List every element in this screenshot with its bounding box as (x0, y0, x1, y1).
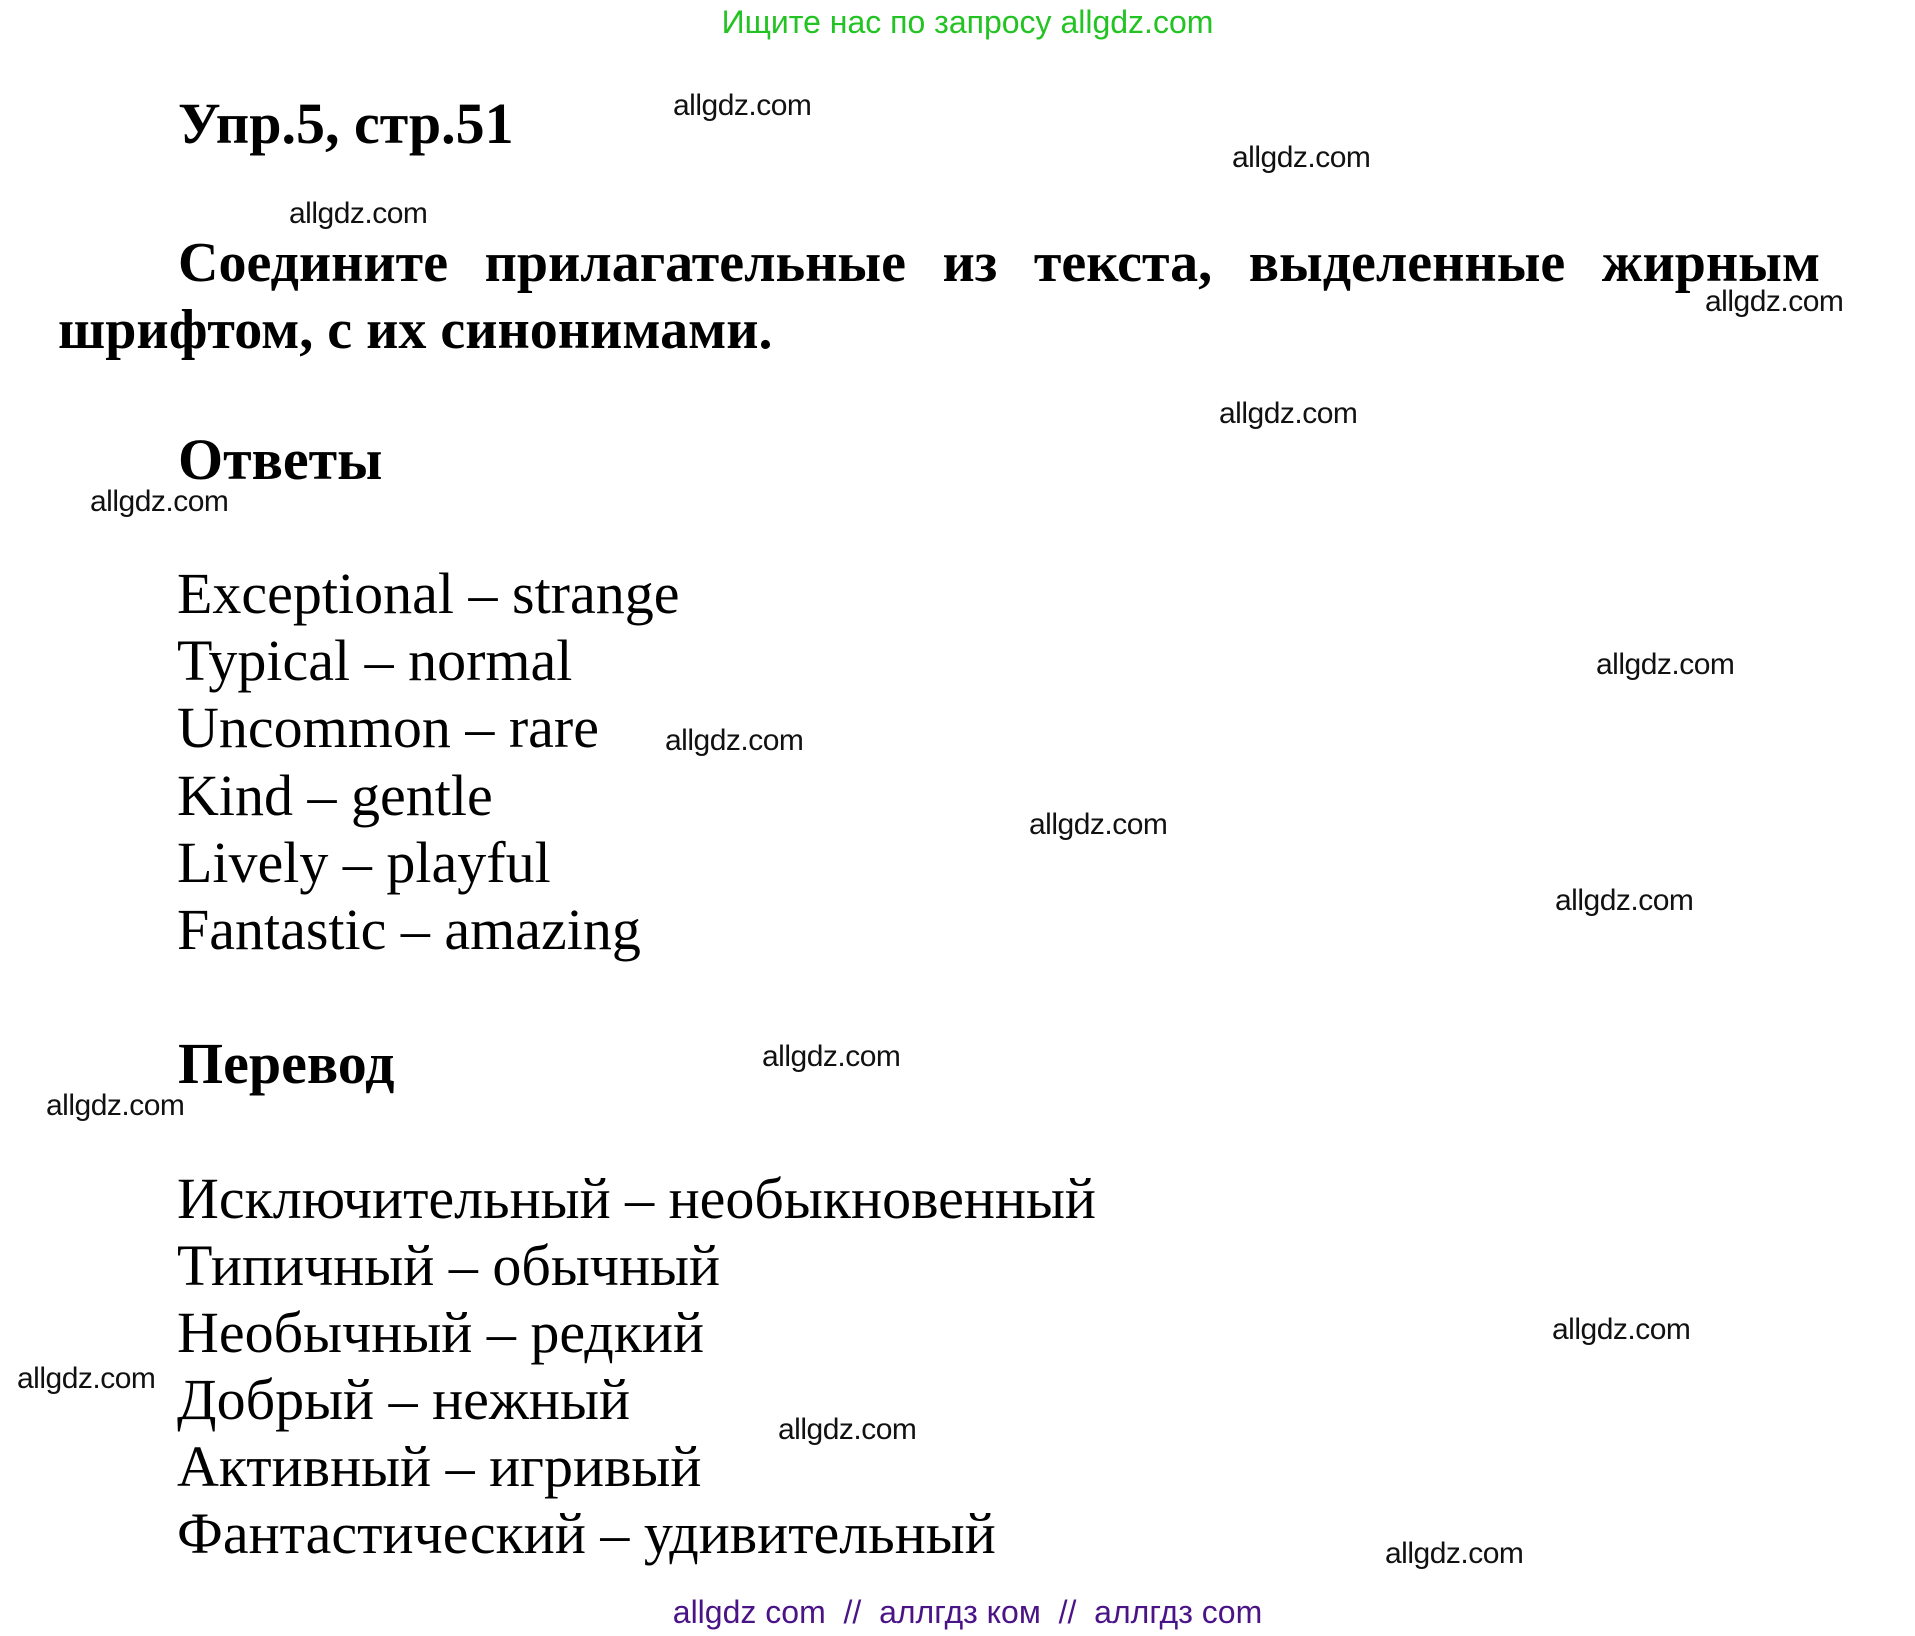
watermark: allgdz.com (762, 1040, 901, 1073)
watermark: allgdz.com (1385, 1537, 1524, 1570)
watermark: allgdz.com (17, 1362, 156, 1395)
watermark: allgdz.com (1596, 648, 1735, 681)
watermark: allgdz.com (778, 1413, 917, 1446)
answer-item: Lively – playful (177, 830, 551, 895)
watermark: allgdz.com (1555, 884, 1694, 917)
watermark: allgdz.com (1552, 1313, 1691, 1346)
watermark: allgdz.com (289, 197, 428, 230)
translation-item: Типичный – обычный (177, 1233, 721, 1298)
answer-item: Exceptional – strange (177, 561, 680, 626)
watermark: allgdz.com (90, 485, 229, 518)
answer-item: Fantastic – amazing (177, 897, 641, 962)
watermark: allgdz.com (46, 1089, 185, 1122)
answer-item: Uncommon – rare (177, 695, 599, 760)
translation-heading: Перевод (178, 1031, 395, 1096)
translation-item: Необычный – редкий (177, 1300, 705, 1365)
watermark: allgdz.com (665, 724, 804, 757)
watermark: allgdz.com (673, 89, 812, 122)
translation-item: Активный – игривый (177, 1434, 702, 1499)
exercise-instruction: Соедините прилагательные из текста, выделенные жирным шрифтом, с их синонимами. (58, 232, 1820, 361)
footer-links[interactable]: allgdz com // аллгдз ком // аллгдз com (672, 1594, 1263, 1630)
translation-item: Фантастический – удивительный (177, 1501, 996, 1566)
answers-heading: Ответы (178, 427, 383, 492)
watermark: allgdz.com (1029, 808, 1168, 841)
watermark: allgdz.com (1705, 285, 1844, 318)
translation-item: Добрый – нежный (177, 1367, 630, 1432)
watermark: allgdz.com (1219, 397, 1358, 430)
answer-item: Kind – gentle (177, 763, 493, 828)
translation-item: Исключительный – необыкновенный (177, 1166, 1096, 1231)
page-title: Упр.5, стр.51 (178, 91, 514, 156)
promo-banner[interactable]: Ищите нас по запросу allgdz.com (721, 4, 1214, 40)
watermark: allgdz.com (1232, 141, 1371, 174)
answer-item: Typical – normal (177, 628, 573, 693)
